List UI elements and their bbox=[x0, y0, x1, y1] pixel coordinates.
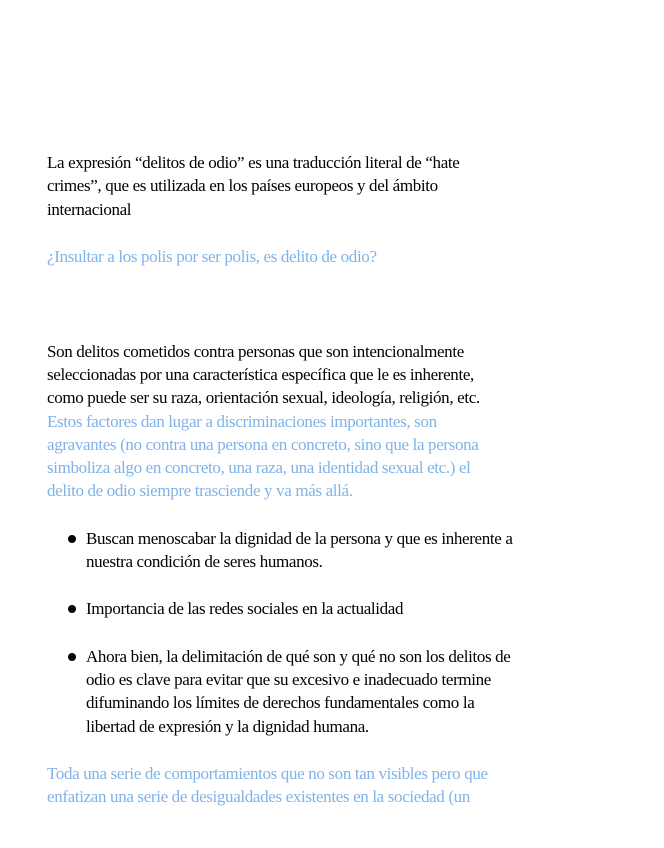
intro-line: crimes”, que es utilizada en los países europeos y del ámbito bbox=[47, 176, 438, 195]
bullet-line: difuminando los límites de derechos fundamentales como la bbox=[86, 693, 475, 712]
bullet-dot-icon bbox=[68, 535, 76, 543]
intro-line: La expresión “delitos de odio” es una traducción literal de “hate bbox=[47, 153, 460, 172]
intro-line: internacional bbox=[47, 200, 132, 219]
definition-highlight-line: Estos factores dan lugar a discriminaciones importantes, son bbox=[47, 412, 437, 431]
definition-highlight-line: delito de odio siempre trasciende y va más allá. bbox=[47, 481, 353, 500]
bullet-line: nuestra condición de seres humanos. bbox=[86, 552, 323, 571]
bullet-line: Importancia de las redes sociales en la actualidad bbox=[86, 599, 404, 618]
definition-highlight-line: agravantes (no contra una persona en concreto, sino que la persona bbox=[47, 435, 479, 454]
bullet-line: libertad de expresión y la dignidad humana. bbox=[86, 717, 369, 736]
definition-highlight-line: simboliza algo en concreto, una raza, una identidad sexual etc.) el bbox=[47, 458, 471, 477]
bullet-line: odio es clave para evitar que su excesivo e inadecuado termine bbox=[86, 670, 492, 689]
closing-line: enfatizan una serie de desigualdades existentes en la sociedad (un bbox=[47, 787, 470, 806]
bullet-line: Ahora bien, la delimitación de qué son y qué no son los delitos de bbox=[86, 647, 511, 666]
question-text: ¿Insultar a los polis por ser polis, es delito de odio? bbox=[47, 247, 377, 266]
definition-line: Son delitos cometidos contra personas que son intencionalmente bbox=[47, 342, 464, 361]
bullet-line: Buscan menoscabar la dignidad de la persona y que es inherente a bbox=[86, 529, 513, 548]
definition-line: como puede ser su raza, orientación sexual, ideología, religión, etc. bbox=[47, 388, 480, 407]
bullet-dot-icon bbox=[68, 653, 76, 661]
closing-line: Toda una serie de comportamientos que no son tan visibles pero que bbox=[47, 764, 488, 783]
bullet-dot-icon bbox=[68, 605, 76, 613]
definition-line: seleccionadas por una característica específica que le es inherente, bbox=[47, 365, 474, 384]
